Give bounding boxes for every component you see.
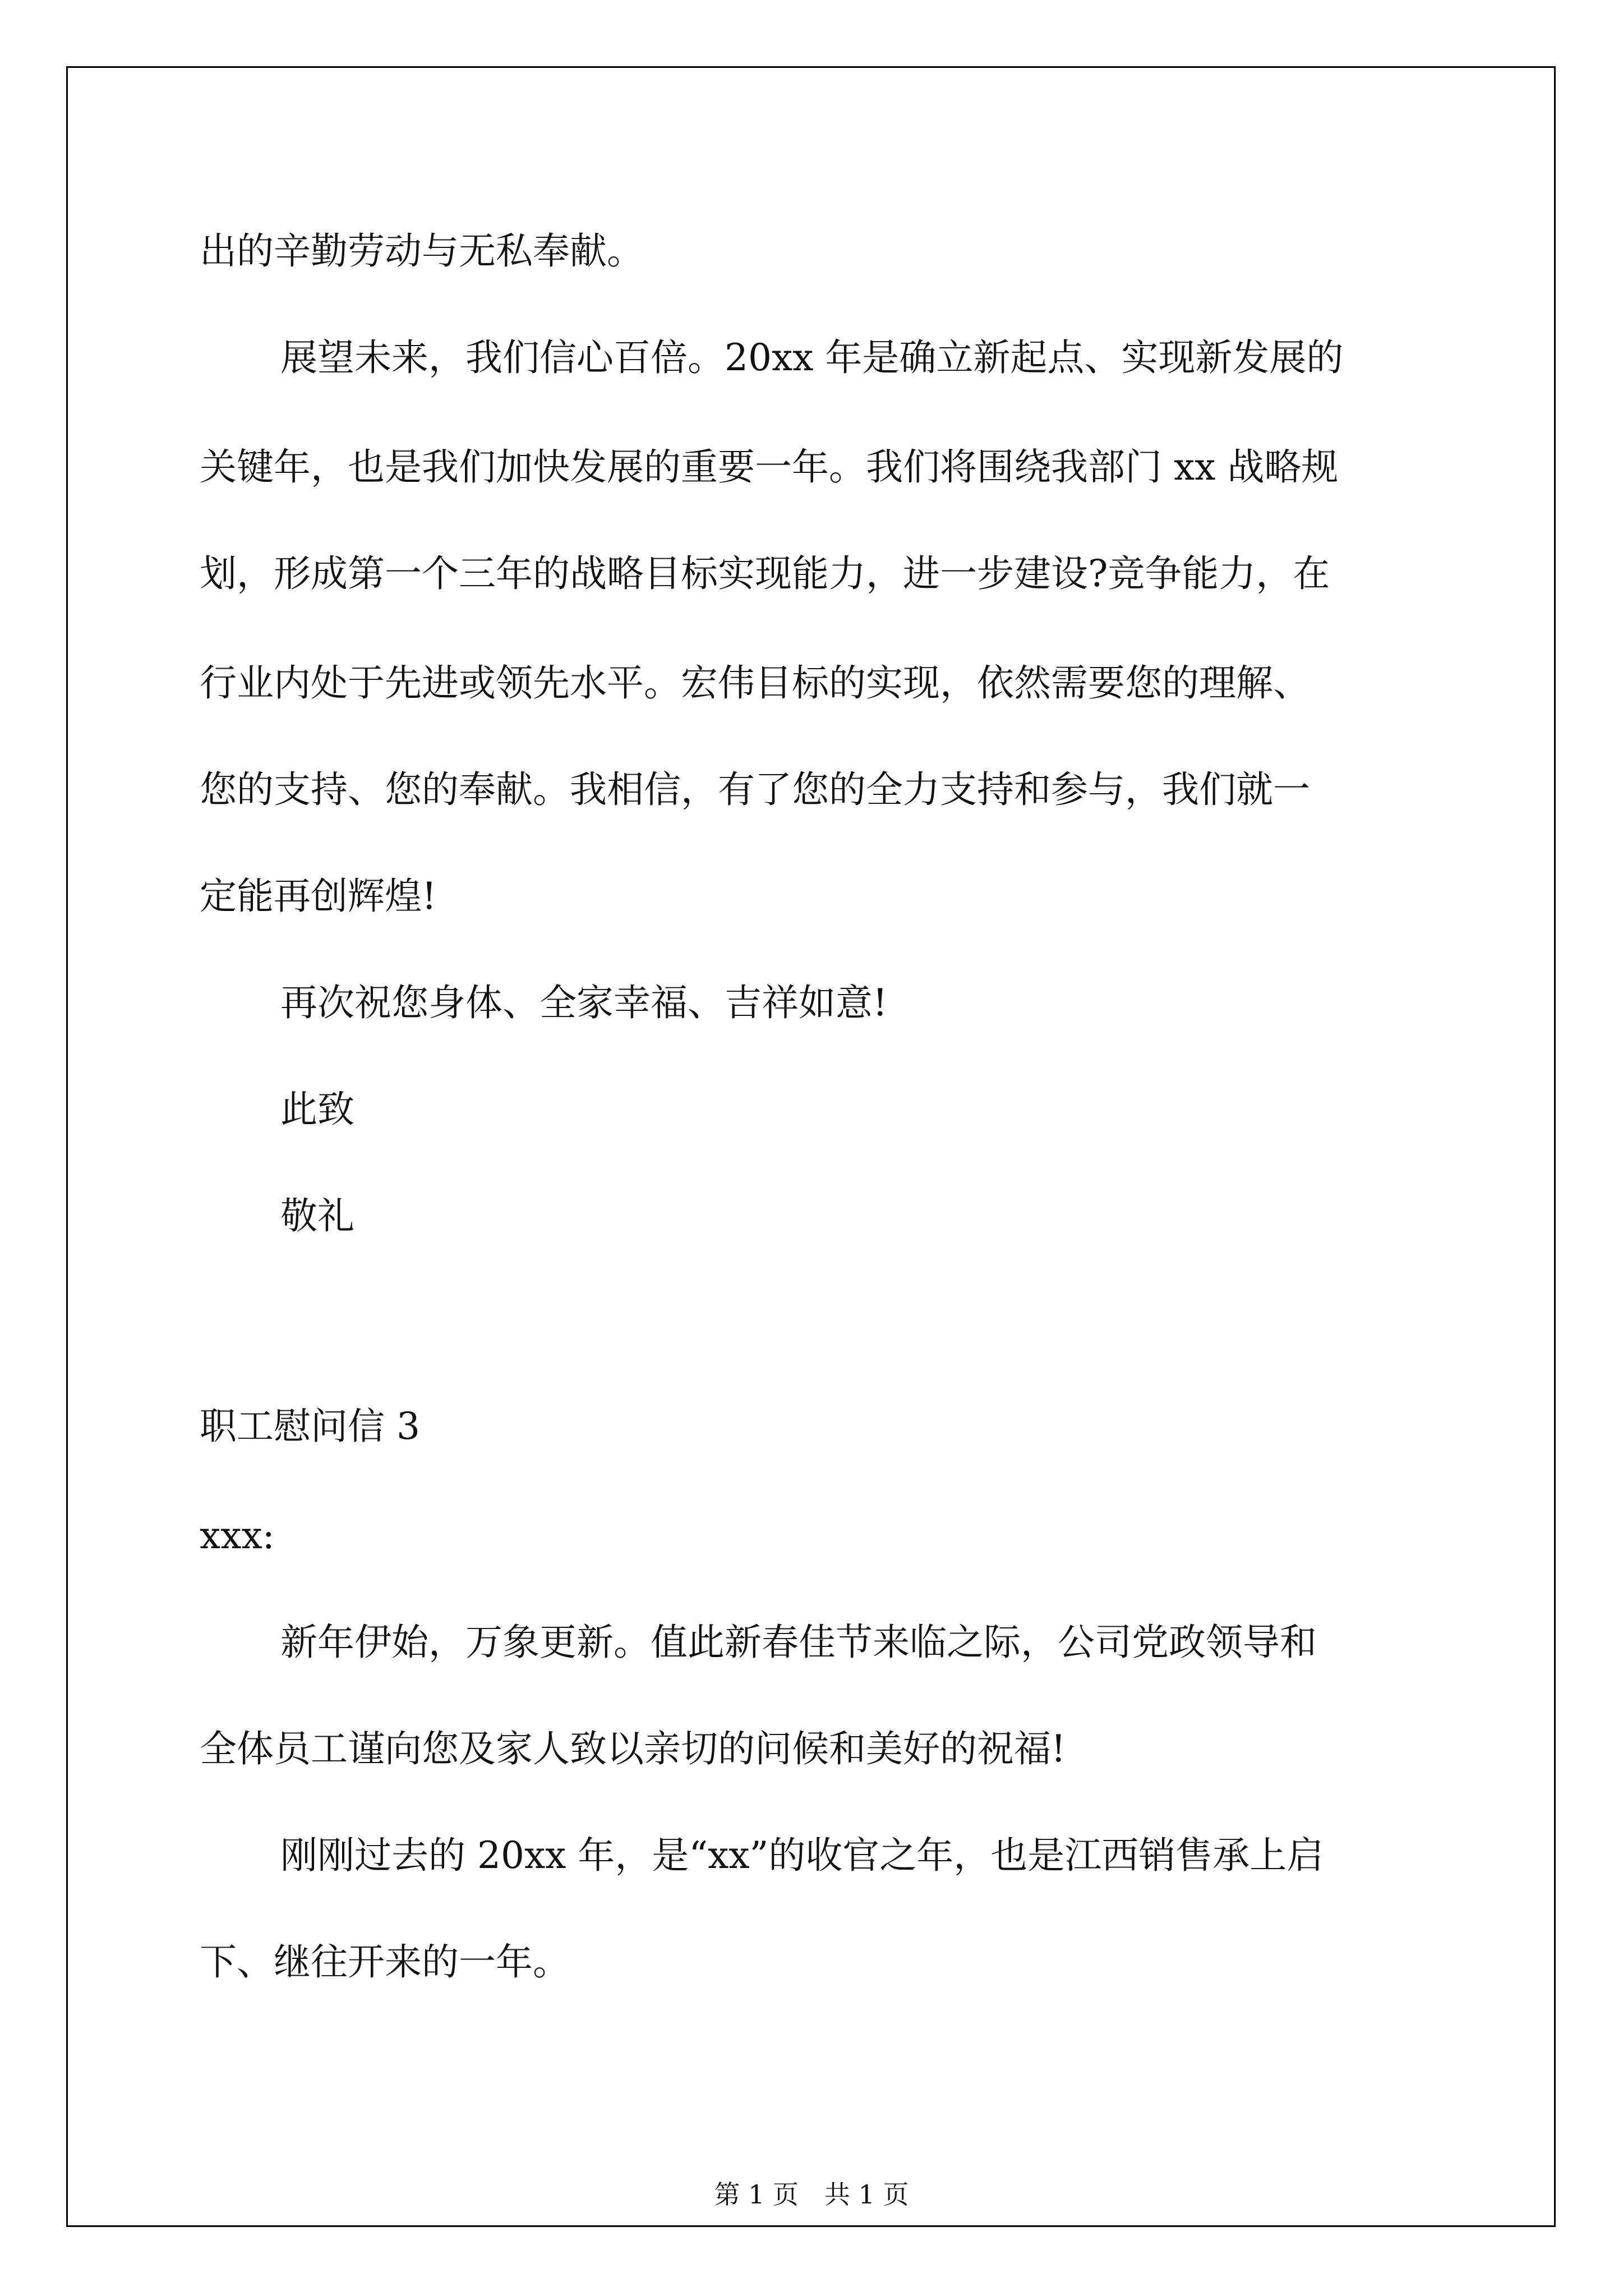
paragraph-line: 划，形成第一个三年的战略目标实现能力，进一步建设?竞争能力，在 [200,552,1330,595]
closing-line: 敬礼 [280,1194,354,1237]
closing-line: 此致 [280,1088,354,1131]
paragraph-line: 全体员工谨向您及家人致以亲切的问候和美好的祝福! [200,1727,1066,1770]
paragraph-line: 您的支持、您的奉献。我相信，有了您的全力支持和参与，我们就一 [200,768,1310,811]
page-footer: 第 1 页 共 1 页 [714,2179,909,2210]
paragraph-line: 行业内处于先进或领先水平。宏伟目标的实现，依然需要您的理解、 [200,661,1310,705]
paragraph-line: 新年伊始，万象更新。值此新春佳节来临之际，公司党政领导和 [280,1621,1317,1664]
paragraph-line: 出的辛勤劳动与无私奉献。 [200,229,644,273]
blessing-line: 再次祝您身体、全家幸福、吉祥如意! [280,981,888,1024]
section-title: 职工慰问信 3 [200,1405,420,1448]
paragraph-line: 下、继往开来的一年。 [200,1940,570,1984]
paragraph-line: 定能再创辉煌! [200,875,437,918]
salutation: xxx: [200,1514,275,1557]
paragraph-line: 展望未来，我们信心百倍。20xx 年是确立新起点、实现新发展的 [280,336,1344,379]
paragraph-line: 刚刚过去的 20xx 年，是“xx”的收官之年，也是江西销售承上启 [280,1834,1324,1877]
page-border [66,66,1556,2227]
paragraph-line: 关键年，也是我们加快发展的重要一年。我们将围绕我部门 xx 战略规 [200,445,1339,489]
